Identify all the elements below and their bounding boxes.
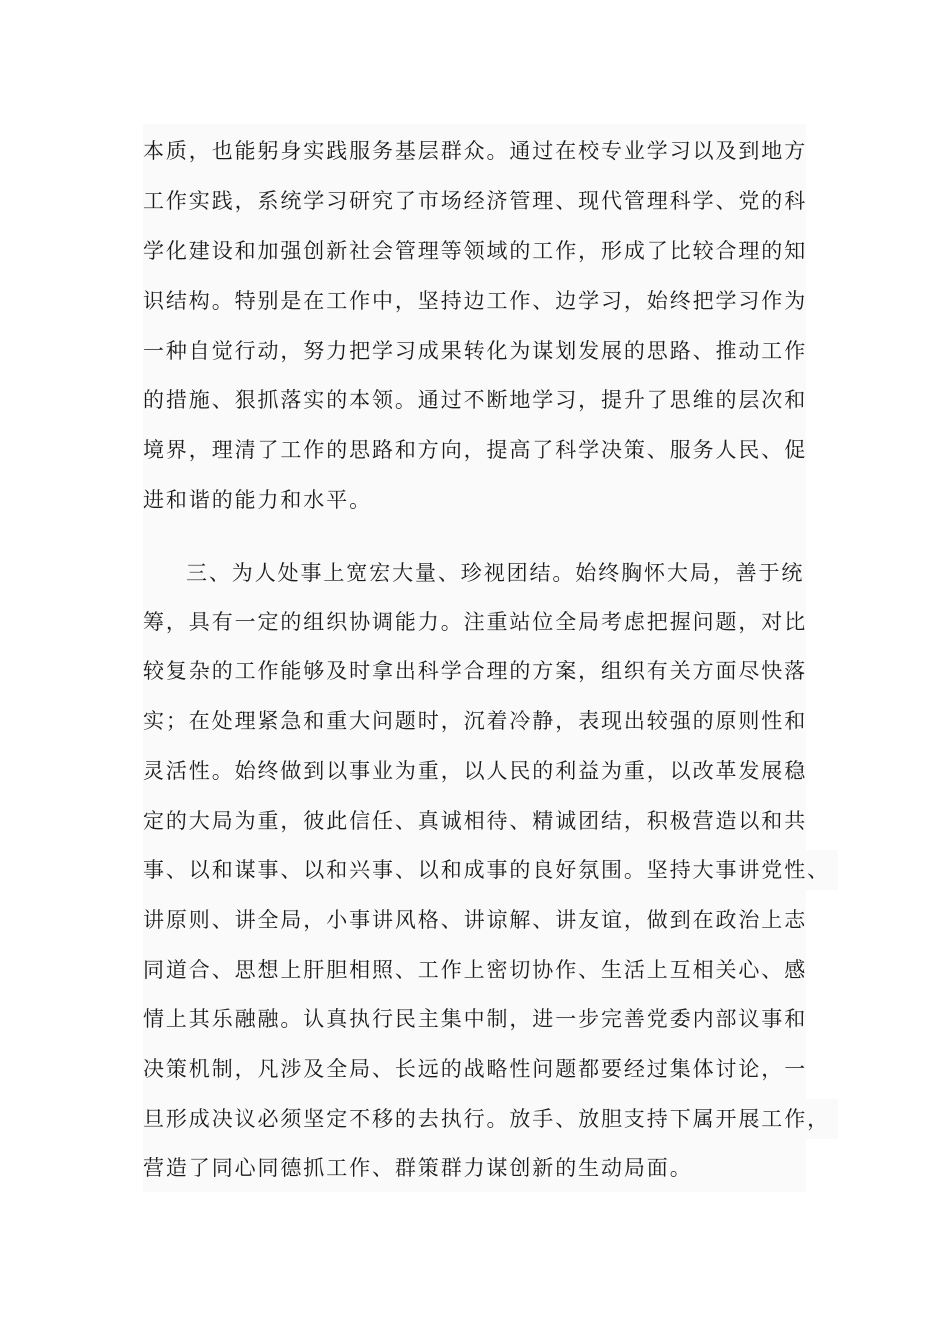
text-line: 的措施、狠抓落实的本领。通过不断地学习，提升了思维的层次和 <box>143 388 808 412</box>
text-line: 较复杂的工作能够及时拿出科学合理的方案，组织有关方面尽快落 <box>143 659 808 683</box>
text-line: 旦形成决议必须坚定不移的去执行。放手、放胆支持下属开展工作， <box>143 1099 838 1139</box>
text-line: 讲原则、讲全局，小事讲风格、讲谅解、讲友谊，做到在政治上志 <box>143 908 808 932</box>
text-line: 一种自觉行动，努力把学习成果转化为谋划发展的思路、推动工作 <box>143 339 808 363</box>
text-line: 识结构。特别是在工作中，坚持边工作、边学习，始终把学习作为 <box>143 289 808 313</box>
text-line: 进和谐的能力和水平。 <box>143 488 372 512</box>
text-line: 决策机制，凡涉及全局、长远的战略性问题都要经过集体讨论，一 <box>143 1057 808 1081</box>
text-line: 境界，理清了工作的思路和方向，提高了科学决策、服务人民、促 <box>143 438 808 462</box>
text-line: 工作实践，系统学习研究了市场经济管理、现代管理科学、党的科 <box>143 189 808 213</box>
text-line: 情上其乐融融。认真执行民主集中制，进一步完善党委内部议事和 <box>143 1007 808 1031</box>
text-line: 灵活性。始终做到以事业为重，以人民的利益为重，以改革发展稳 <box>143 759 808 783</box>
text-line: 学化建设和加强创新社会管理等领域的工作，形成了比较合理的知 <box>143 239 808 263</box>
text-line: 本质，也能躬身实践服务基层群众。通过在校专业学习以及到地方 <box>143 139 808 163</box>
text-line: 事、以和谋事、以和兴事、以和成事的良好氛围。坚持大事讲党性、 <box>143 850 838 890</box>
text-line: 筹，具有一定的组织协调能力。注重站位全局考虑把握问题，对比 <box>143 610 808 634</box>
text-line: 实；在处理紧急和重大问题时，沉着冷静，表现出较强的原则性和 <box>143 709 808 733</box>
text-line: 营造了同心同德抓工作、群策群力谋创新的生动局面。 <box>143 1156 693 1180</box>
text-line: 定的大局为重，彼此信任、真诚相待、精诚团结，积极营造以和共 <box>143 809 808 833</box>
section-three-heading-line: 三、为人处事上宽宏大量、珍视团结。始终胸怀大局，善于统 <box>186 561 805 585</box>
text-line: 同道合、思想上肝胆相照、工作上密切协作、生活上互相关心、感 <box>143 958 808 982</box>
